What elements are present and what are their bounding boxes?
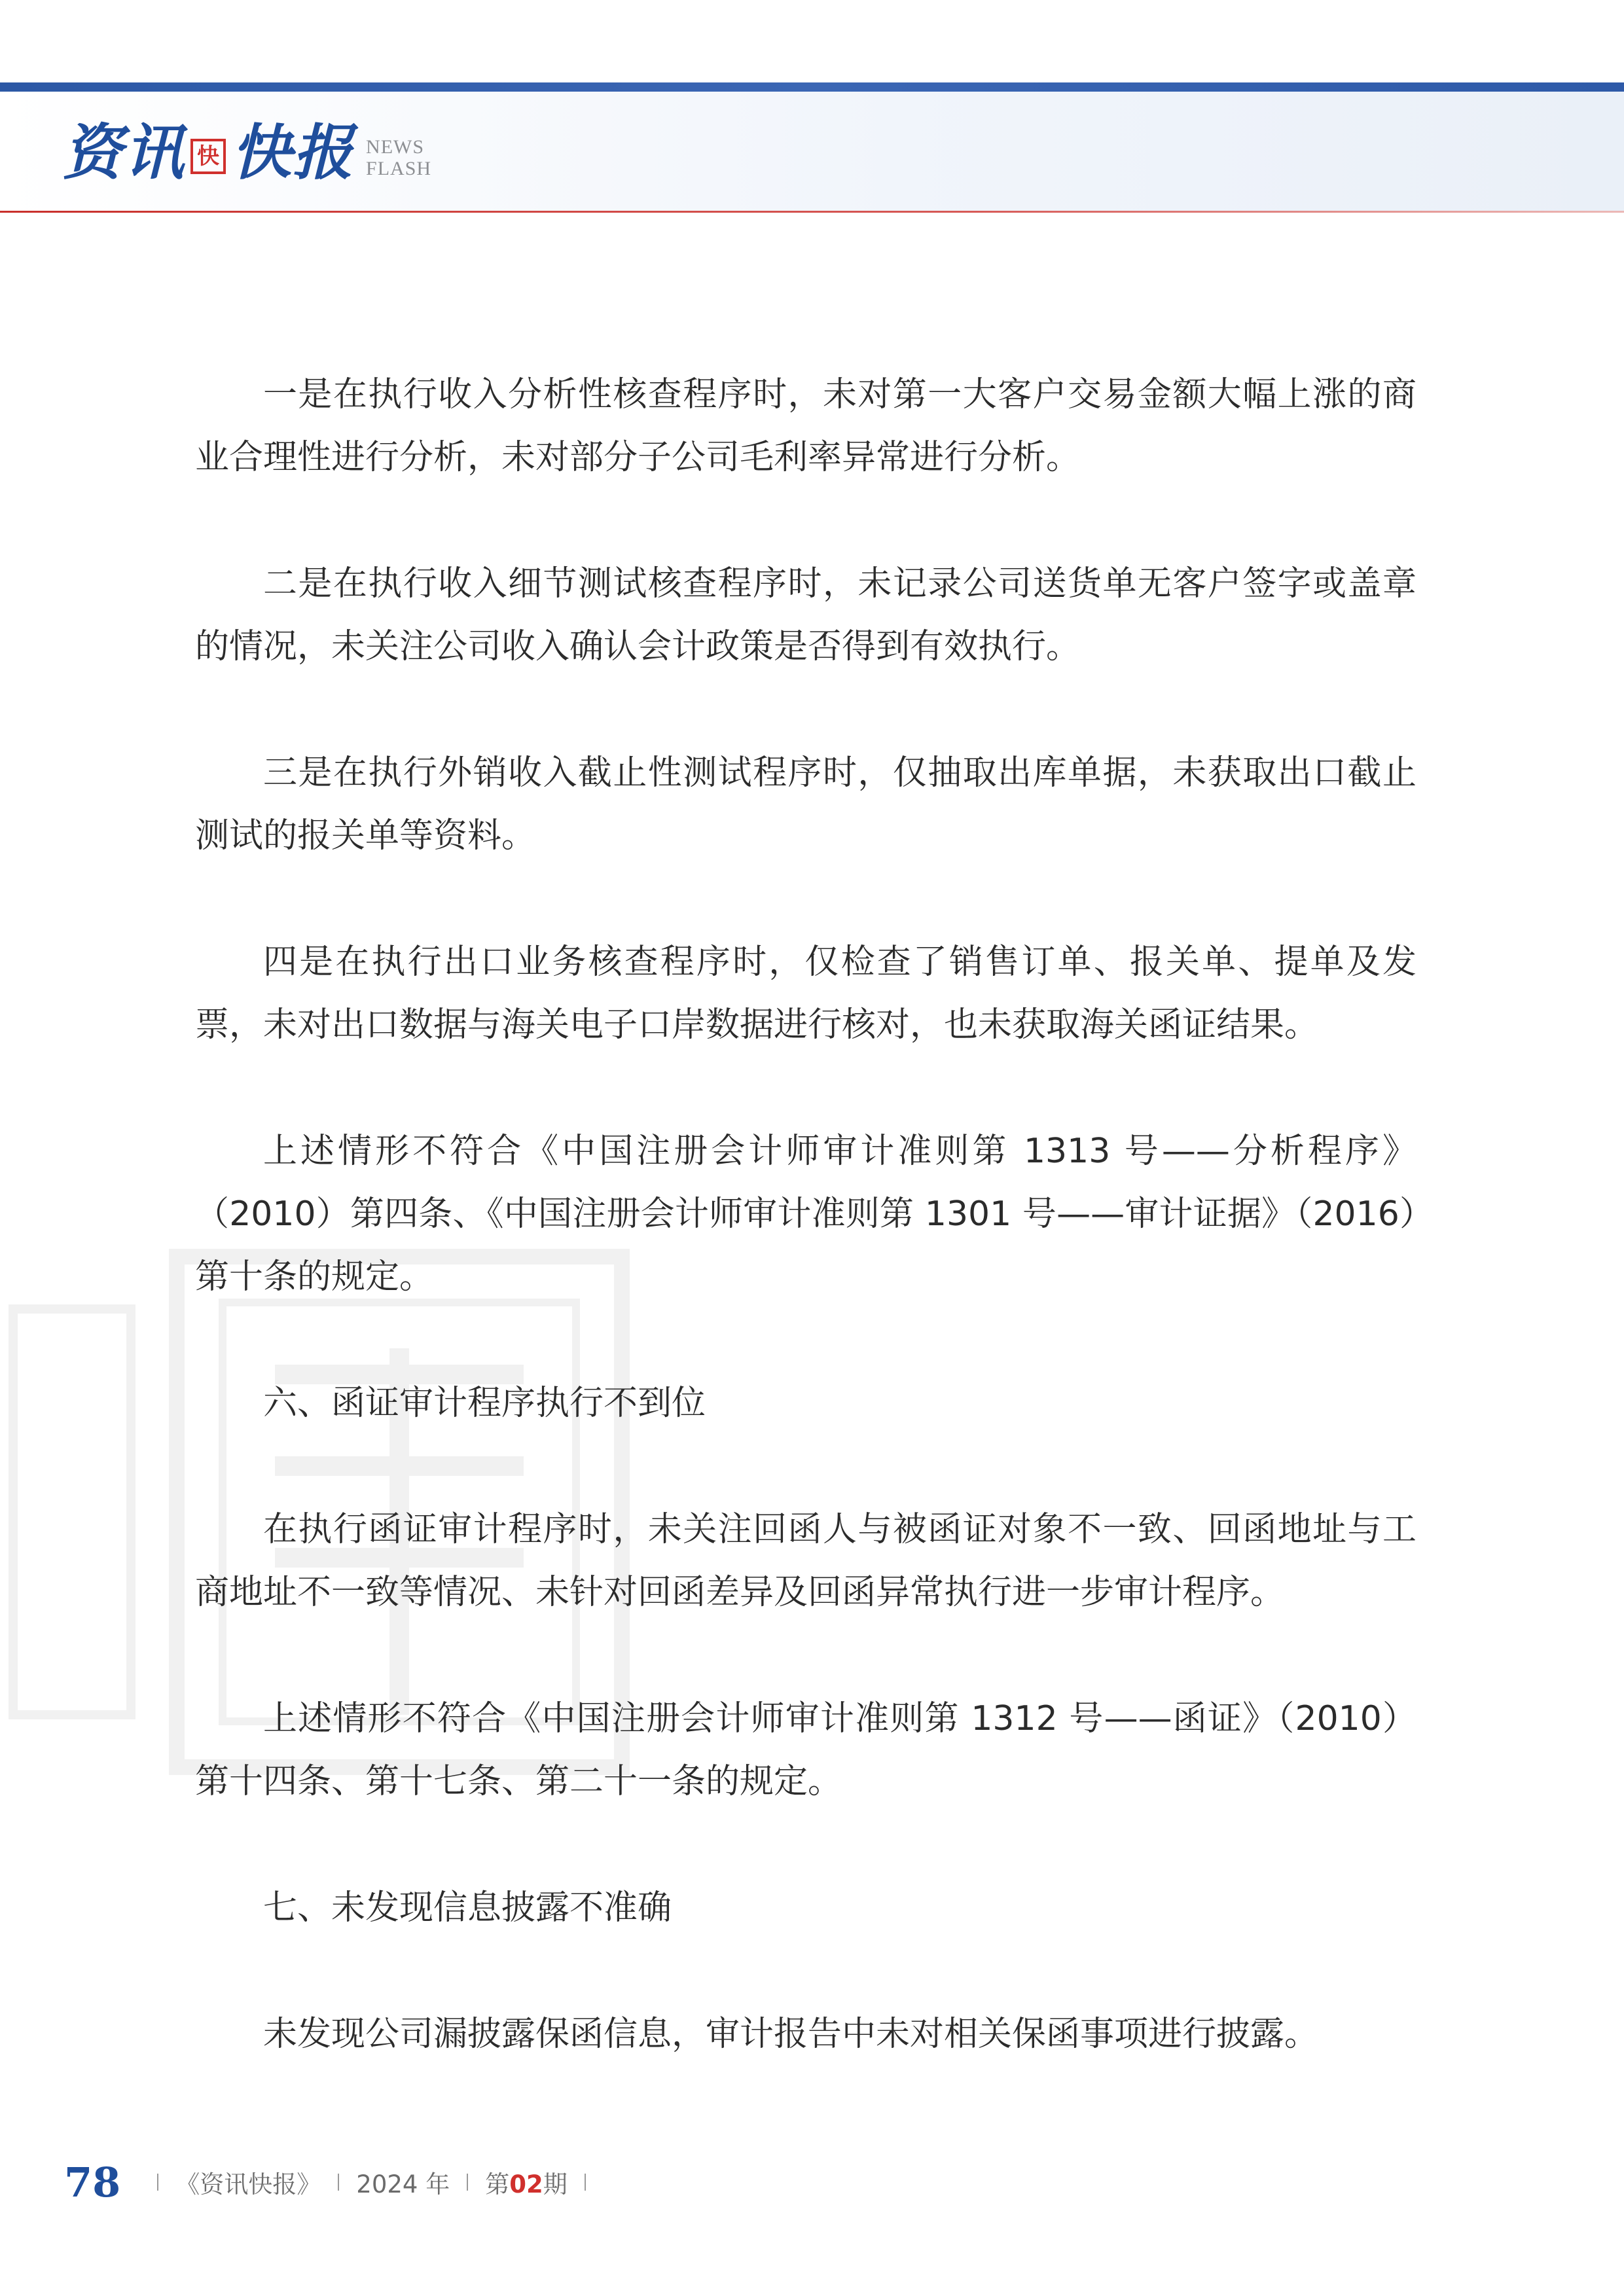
footer-publication: 《资讯快报》 [175, 2170, 321, 2198]
section-heading-confirmation: 六、函证审计程序执行不到位 [263, 1384, 706, 1423]
header-divider [0, 211, 1624, 213]
page-number: 78 [64, 2158, 121, 2206]
footer-separator [157, 2174, 158, 2191]
footer-issue-suffix: 期 [543, 2170, 568, 2198]
section-heading-disclosure: 七、未发现信息披露不准确 [263, 1888, 672, 1928]
paragraph-revenue-analytical: 一是在执行收入分析性核查程序时，未对第一大客户交易金额大幅上涨的商业合理性进行分析，未对部分子公司毛利率异常进行分析。 [195, 375, 1416, 477]
logo-seal-icon: 快 [190, 139, 226, 174]
footer-issue [485, 2164, 568, 2200]
footer-year: 2024 年 [356, 2170, 450, 2198]
header-top-bar [0, 82, 1624, 92]
paragraph-confirmation-issues: 在执行函证审计程序时，未关注回函人与被函证对象不一致、回函地址与工商地址不一致等情况、未针对回函差异及回函异常执行进一步审计程序。 [195, 1510, 1416, 1612]
footer-separator [338, 2174, 339, 2191]
logo-english [366, 136, 431, 179]
logo-text-left: 资讯 [62, 117, 186, 188]
footer-separator [585, 2174, 586, 2191]
paragraph-export-cutoff: 三是在执行外销收入截止性测试程序时，仅抽取出库单据，未获取出口截止测试的报关单等资料。 [195, 753, 1416, 855]
paragraph-revenue-detail-test: 二是在执行收入细节测试核查程序时，未记录公司送货单无客户签字或盖章的情况，未关注公司收入确认会计政策是否得到有效执行。 [195, 564, 1416, 666]
logo-en-news: NEWS [366, 136, 425, 158]
publication-logo [62, 110, 431, 195]
logo-text-right: 快报 [231, 117, 355, 188]
footer-separator [467, 2174, 468, 2191]
paragraph-disclosure-issues: 未发现公司漏披露保函信息，审计报告中未对相关保函事项进行披露。 [263, 2015, 1319, 2054]
page-footer [64, 2156, 603, 2208]
paragraph-standard-citation-2: 上述情形不符合《中国注册会计师审计准则第 1312 号——函证》（2010）第十四条、第十七条、第二十一条的规定。 [195, 1699, 1416, 1801]
article-body [195, 363, 1416, 2129]
logo-en-flash: FLASH [366, 158, 432, 179]
paragraph-export-business: 四是在执行出口业务核查程序时，仅检查了销售订单、报关单、提单及发票，未对出口数据与海关电子口岸数据进行核对，也未获取海关函证结果。 [195, 942, 1416, 1045]
paragraph-standard-citation-1: 上述情形不符合《中国注册会计师审计准则第 1313 号——分析程序》（2010）第四条、《中国注册会计师审计准则第 1301 号——审计证据》（2016）第十条的规定。 [195, 1132, 1416, 1297]
footer-issue-number: 02 [509, 2170, 543, 2198]
footer-issue-prefix: 第 [485, 2170, 510, 2198]
